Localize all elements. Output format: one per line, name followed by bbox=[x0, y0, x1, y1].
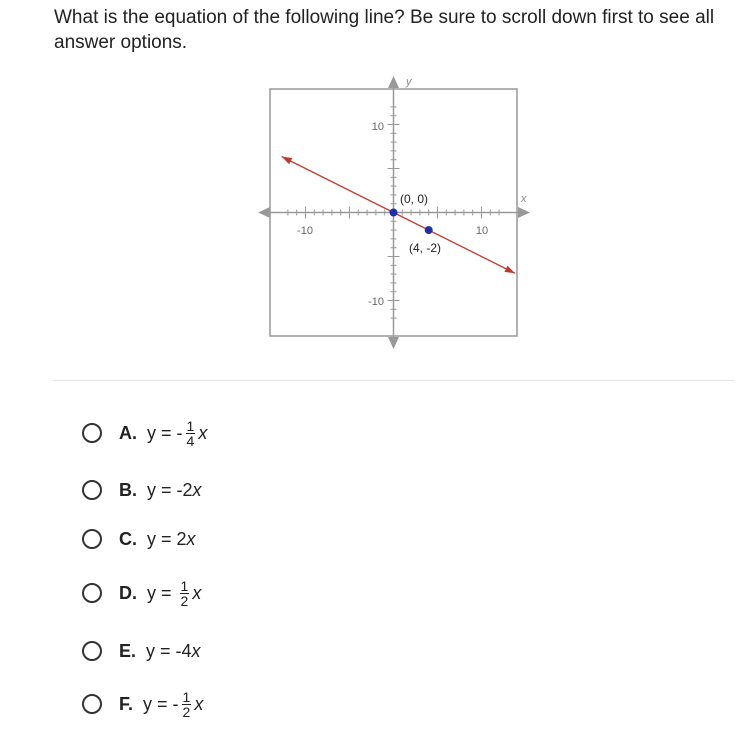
fraction-denominator: 2 bbox=[182, 703, 191, 720]
x-axis-left-arrow bbox=[258, 207, 270, 218]
fraction bbox=[182, 690, 192, 719]
equation-prefix: y = -2 bbox=[147, 479, 193, 500]
option-letter: C. bbox=[119, 528, 137, 549]
option-letter: A. bbox=[119, 422, 137, 443]
fraction-numerator: 1 bbox=[180, 577, 189, 594]
fraction bbox=[186, 419, 196, 448]
point-label-4-neg2: (4, -2) bbox=[409, 241, 442, 255]
equation-prefix: y = 2 bbox=[147, 528, 187, 549]
line-arrow-left bbox=[282, 157, 293, 165]
y-tick-label-10: 10 bbox=[371, 121, 384, 133]
radio-button-c[interactable] bbox=[82, 529, 102, 549]
option-letter: B. bbox=[119, 479, 137, 500]
option-letter: F. bbox=[119, 693, 134, 714]
y-axis-up-arrow bbox=[388, 76, 399, 88]
equation-variable: x bbox=[192, 479, 202, 500]
option-letter: E. bbox=[119, 640, 137, 661]
point-origin bbox=[390, 209, 398, 217]
option-d[interactable] bbox=[82, 578, 201, 608]
option-e[interactable] bbox=[82, 636, 201, 666]
x-tick-label-neg10: -10 bbox=[297, 225, 313, 237]
coordinate-graph bbox=[256, 74, 532, 354]
radio-button-a[interactable] bbox=[82, 423, 102, 443]
equation-a bbox=[147, 419, 207, 448]
equation-prefix: y = -4 bbox=[146, 640, 192, 661]
question-text: What is the equation of the following line? Be sure to scroll down first to see all answer options. bbox=[54, 7, 715, 53]
radio-button-b[interactable] bbox=[82, 480, 102, 500]
fraction bbox=[180, 579, 190, 608]
x-tick-label-10: 10 bbox=[475, 225, 489, 237]
equation-variable: x bbox=[186, 528, 196, 549]
fraction-numerator: 1 bbox=[186, 417, 195, 434]
option-letter: D. bbox=[119, 582, 137, 603]
x-axis-right-arrow bbox=[518, 207, 530, 218]
radio-button-e[interactable] bbox=[82, 641, 102, 661]
equation-variable: x bbox=[194, 693, 204, 714]
y-tick-label-neg10: -10 bbox=[368, 296, 384, 308]
fraction-denominator: 4 bbox=[186, 432, 195, 449]
equation-c bbox=[147, 529, 196, 550]
divider bbox=[53, 380, 734, 381]
option-f[interactable] bbox=[82, 689, 203, 719]
equation-variable: x bbox=[198, 422, 208, 443]
line-arrow-right bbox=[504, 266, 515, 274]
equation-d bbox=[147, 579, 201, 608]
equation-prefix: y = bbox=[147, 582, 177, 603]
equation-variable: x bbox=[191, 640, 201, 661]
equation-prefix: y = - bbox=[147, 422, 183, 443]
equation-variable: x bbox=[192, 582, 202, 603]
equation-e bbox=[146, 641, 201, 662]
fraction-denominator: 2 bbox=[180, 592, 189, 609]
y-axis-label: y bbox=[406, 76, 412, 88]
point-label-origin: (0, 0) bbox=[400, 192, 429, 206]
equation-b bbox=[147, 480, 202, 501]
plotted-line bbox=[282, 157, 515, 274]
x-axis-label: x bbox=[521, 193, 527, 205]
point-4-neg2 bbox=[425, 226, 433, 234]
radio-button-d[interactable] bbox=[82, 583, 102, 603]
option-b[interactable] bbox=[82, 475, 202, 505]
equation-f bbox=[143, 690, 203, 719]
option-a[interactable] bbox=[82, 418, 207, 448]
option-c[interactable] bbox=[82, 524, 196, 554]
equation-prefix: y = - bbox=[143, 693, 179, 714]
radio-button-f[interactable] bbox=[82, 694, 102, 714]
fraction-numerator: 1 bbox=[182, 688, 191, 705]
y-axis-down-arrow bbox=[388, 337, 399, 349]
